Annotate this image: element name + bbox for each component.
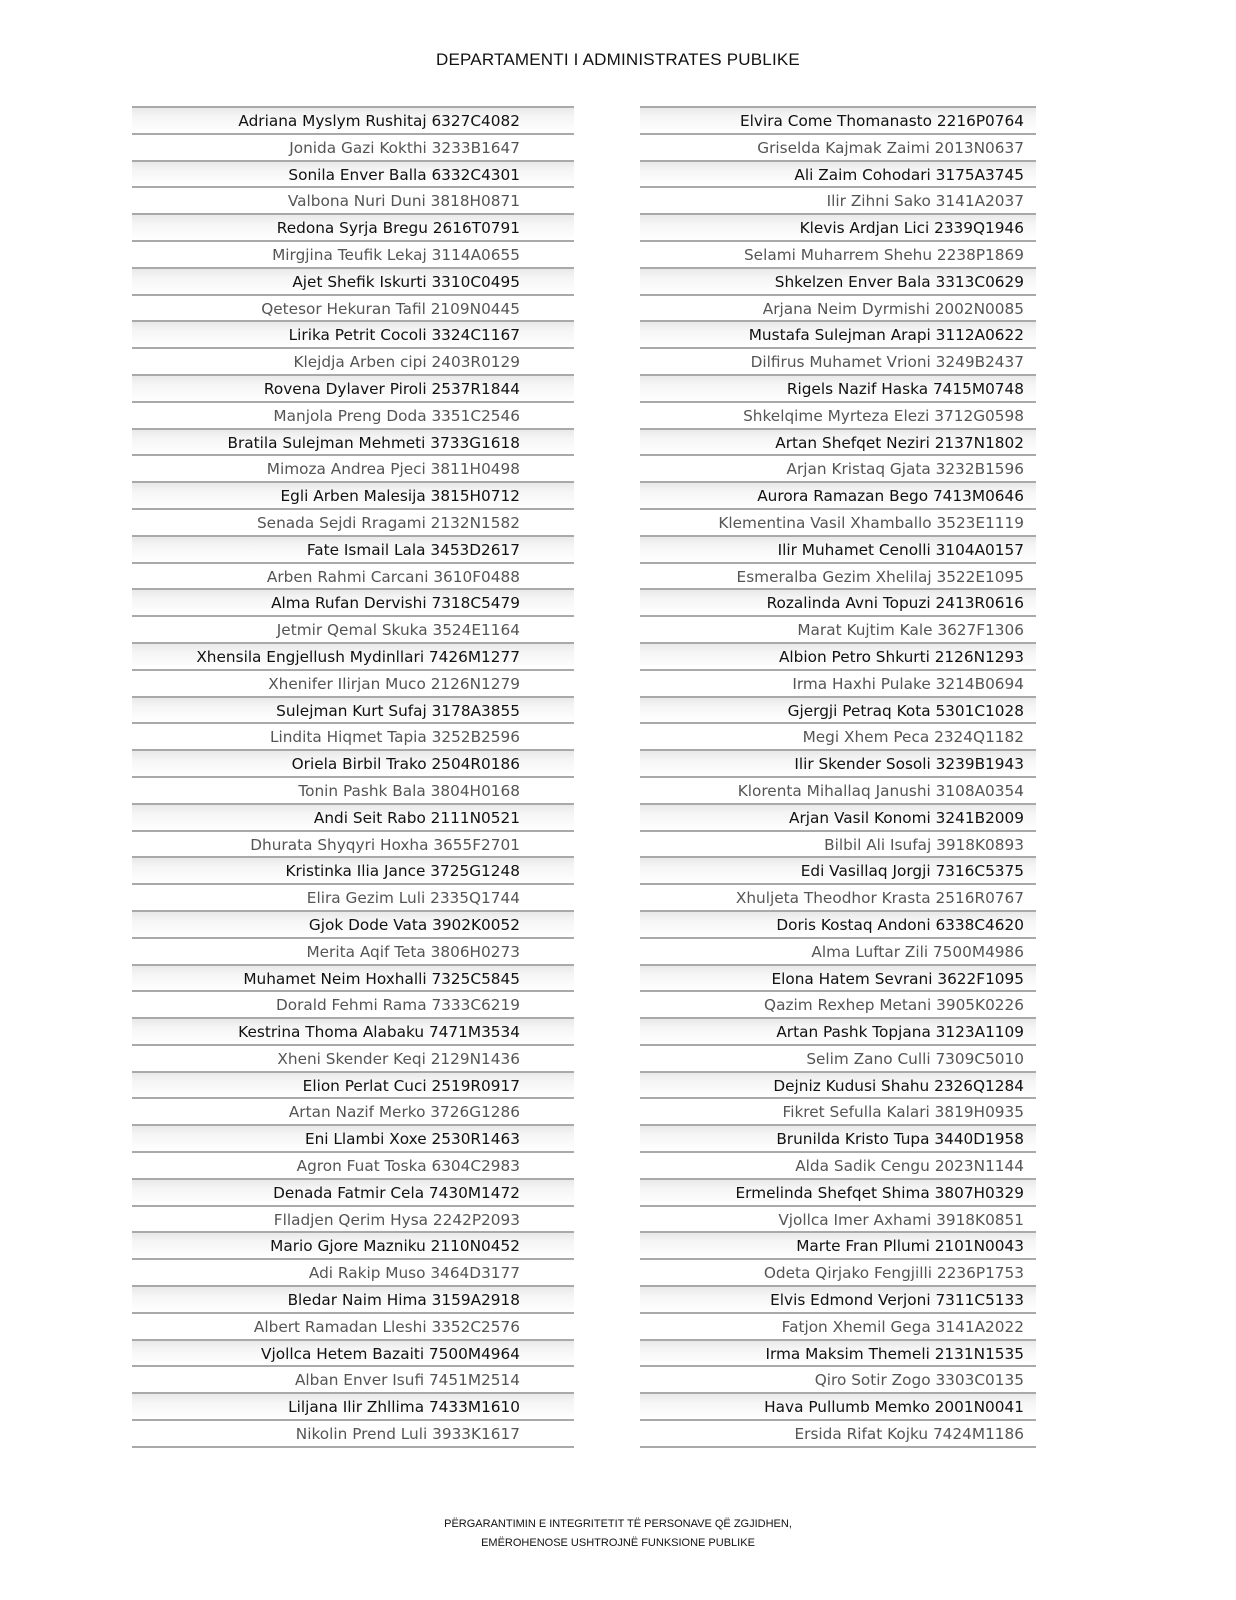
list-item: Ajet Shefik Iskurti 3310C0495 bbox=[132, 269, 574, 296]
list-item: Elira Gezim Luli 2335Q1744 bbox=[132, 885, 574, 912]
list-item: Elvira Come Thomanasto 2216P0764 bbox=[640, 108, 1036, 135]
list-item: Sulejman Kurt Sufaj 3178A3855 bbox=[132, 698, 574, 725]
list-item: Dejniz Kudusi Shahu 2326Q1284 bbox=[640, 1073, 1036, 1100]
list-item: Elona Hatem Sevrani 3622F1095 bbox=[640, 966, 1036, 993]
list-item: Mario Gjore Mazniku 2110N0452 bbox=[132, 1233, 574, 1260]
list-item: Egli Arben Malesija 3815H0712 bbox=[132, 483, 574, 510]
list-item: Klementina Vasil Xhamballo 3523E1119 bbox=[640, 510, 1036, 537]
list-item: Elvis Edmond Verjoni 7311C5133 bbox=[640, 1287, 1036, 1314]
list-item: Mirgjina Teufik Lekaj 3114A0655 bbox=[132, 242, 574, 269]
list-item: Arben Rahmi Carcani 3610F0488 bbox=[132, 564, 574, 591]
list-item: Klevis Ardjan Lici 2339Q1946 bbox=[640, 215, 1036, 242]
list-item: Denada Fatmir Cela 7430M1472 bbox=[132, 1180, 574, 1207]
list-item: Qetesor Hekuran Tafil 2109N0445 bbox=[132, 296, 574, 323]
list-item: Albion Petro Shkurti 2126N1293 bbox=[640, 644, 1036, 671]
list-item: Kristinka Ilia Jance 3725G1248 bbox=[132, 858, 574, 885]
list-item: Ilir Muhamet Cenolli 3104A0157 bbox=[640, 537, 1036, 564]
list-item: Shkelzen Enver Bala 3313C0629 bbox=[640, 269, 1036, 296]
list-item: Irma Maksim Themeli 2131N1535 bbox=[640, 1341, 1036, 1368]
page-title: DEPARTAMENTI I ADMINISTRATES PUBLIKE bbox=[436, 50, 800, 69]
list-item: Edi Vasillaq Jorgji 7316C5375 bbox=[640, 858, 1036, 885]
list-item: Odeta Qirjako Fengjilli 2236P1753 bbox=[640, 1260, 1036, 1287]
list-item: Selim Zano Culli 7309C5010 bbox=[640, 1046, 1036, 1073]
list-item: Alma Luftar Zili 7500M4986 bbox=[640, 939, 1036, 966]
list-item: Andi Seit Rabo 2111N0521 bbox=[132, 805, 574, 832]
list-item: Redona Syrja Bregu 2616T0791 bbox=[132, 215, 574, 242]
list-item: Jonida Gazi Kokthi 3233B1647 bbox=[132, 135, 574, 162]
list-item: Bilbil Ali Isufaj 3918K0893 bbox=[640, 832, 1036, 859]
list-item: Arjan Vasil Konomi 3241B2009 bbox=[640, 805, 1036, 832]
list-item: Flladjen Qerim Hysa 2242P2093 bbox=[132, 1207, 574, 1234]
list-item: Lirika Petrit Cocoli 3324C1167 bbox=[132, 322, 574, 349]
list-item: Jetmir Qemal Skuka 3524E1164 bbox=[132, 617, 574, 644]
footer-line-2: EMËROHENOSE USHTROJNË FUNKSIONE PUBLIKE bbox=[481, 1537, 755, 1549]
list-item: Xheni Skender Keqi 2129N1436 bbox=[132, 1046, 574, 1073]
list-item: Ali Zaim Cohodari 3175A3745 bbox=[640, 162, 1036, 189]
list-item: Selami Muharrem Shehu 2238P1869 bbox=[640, 242, 1036, 269]
list-item: Adi Rakip Muso 3464D3177 bbox=[132, 1260, 574, 1287]
list-item: Ilir Skender Sosoli 3239B1943 bbox=[640, 751, 1036, 778]
list-item: Vjollca Imer Axhami 3918K0851 bbox=[640, 1207, 1036, 1234]
list-item: Artan Nazif Merko 3726G1286 bbox=[132, 1099, 574, 1126]
list-item: Doris Kostaq Andoni 6338C4620 bbox=[640, 912, 1036, 939]
list-item: Esmeralba Gezim Xhelilaj 3522E1095 bbox=[640, 564, 1036, 591]
list-item: Qiro Sotir Zogo 3303C0135 bbox=[640, 1367, 1036, 1394]
list-item: Artan Pashk Topjana 3123A1109 bbox=[640, 1019, 1036, 1046]
list-item: Adriana Myslym Rushitaj 6327C4082 bbox=[132, 108, 574, 135]
list-item: Liljana Ilir Zhllima 7433M1610 bbox=[132, 1394, 574, 1421]
list-item: Artan Shefqet Neziri 2137N1802 bbox=[640, 430, 1036, 457]
list-item: Alda Sadik Cengu 2023N1144 bbox=[640, 1153, 1036, 1180]
list-item: Valbona Nuri Duni 3818H0871 bbox=[132, 188, 574, 215]
list-item: Irma Haxhi Pulake 3214B0694 bbox=[640, 671, 1036, 698]
footer-line-1: PËRGARANTIMIN E INTEGRITETIT TË PERSONAVE QË ZGJIDHEN, bbox=[444, 1518, 792, 1530]
list-item: Oriela Birbil Trako 2504R0186 bbox=[132, 751, 574, 778]
list-item: Megi Xhem Peca 2324Q1182 bbox=[640, 724, 1036, 751]
list-item: Rovena Dylaver Piroli 2537R1844 bbox=[132, 376, 574, 403]
list-item: Fate Ismail Lala 3453D2617 bbox=[132, 537, 574, 564]
list-item: Griselda Kajmak Zaimi 2013N0637 bbox=[640, 135, 1036, 162]
left-name-list bbox=[132, 106, 574, 1448]
list-item: Klorenta Mihallaq Janushi 3108A0354 bbox=[640, 778, 1036, 805]
list-item: Gjergji Petraq Kota 5301C1028 bbox=[640, 698, 1036, 725]
list-item: Tonin Pashk Bala 3804H0168 bbox=[132, 778, 574, 805]
list-item: Elion Perlat Cuci 2519R0917 bbox=[132, 1073, 574, 1100]
list-item: Qazim Rexhep Metani 3905K0226 bbox=[640, 992, 1036, 1019]
list-item: Fatjon Xhemil Gega 3141A2022 bbox=[640, 1314, 1036, 1341]
list-item: Nikolin Prend Luli 3933K1617 bbox=[132, 1421, 574, 1448]
list-item: Shkelqime Myrteza Elezi 3712G0598 bbox=[640, 403, 1036, 430]
list-item: Alma Rufan Dervishi 7318C5479 bbox=[132, 590, 574, 617]
list-item: Brunilda Kristo Tupa 3440D1958 bbox=[640, 1126, 1036, 1153]
list-item: Rozalinda Avni Topuzi 2413R0616 bbox=[640, 590, 1036, 617]
list-item: Marte Fran Pllumi 2101N0043 bbox=[640, 1233, 1036, 1260]
list-item: Gjok Dode Vata 3902K0052 bbox=[132, 912, 574, 939]
list-item: Merita Aqif Teta 3806H0273 bbox=[132, 939, 574, 966]
list-item: Lindita Hiqmet Tapia 3252B2596 bbox=[132, 724, 574, 751]
list-item: Ersida Rifat Kojku 7424M1186 bbox=[640, 1421, 1036, 1448]
list-item: Arjan Kristaq Gjata 3232B1596 bbox=[640, 456, 1036, 483]
list-item: Xhuljeta Theodhor Krasta 2516R0767 bbox=[640, 885, 1036, 912]
list-item: Hava Pullumb Memko 2001N0041 bbox=[640, 1394, 1036, 1421]
list-item: Mustafa Sulejman Arapi 3112A0622 bbox=[640, 322, 1036, 349]
list-item: Rigels Nazif Haska 7415M0748 bbox=[640, 376, 1036, 403]
list-item: Eni Llambi Xoxe 2530R1463 bbox=[132, 1126, 574, 1153]
list-item: Albert Ramadan Lleshi 3352C2576 bbox=[132, 1314, 574, 1341]
right-name-list bbox=[640, 106, 1036, 1448]
list-item: Senada Sejdi Rragami 2132N1582 bbox=[132, 510, 574, 537]
list-item: Ermelinda Shefqet Shima 3807H0329 bbox=[640, 1180, 1036, 1207]
list-item: Kestrina Thoma Alabaku 7471M3534 bbox=[132, 1019, 574, 1046]
list-item: Fikret Sefulla Kalari 3819H0935 bbox=[640, 1099, 1036, 1126]
list-item: Sonila Enver Balla 6332C4301 bbox=[132, 162, 574, 189]
list-item: Aurora Ramazan Bego 7413M0646 bbox=[640, 483, 1036, 510]
list-item: Xhensila Engjellush Mydinllari 7426M1277 bbox=[132, 644, 574, 671]
list-item: Dilfirus Muhamet Vrioni 3249B2437 bbox=[640, 349, 1036, 376]
list-item: Arjana Neim Dyrmishi 2002N0085 bbox=[640, 296, 1036, 323]
list-item: Ilir Zihni Sako 3141A2037 bbox=[640, 188, 1036, 215]
list-item: Dhurata Shyqyri Hoxha 3655F2701 bbox=[132, 832, 574, 859]
list-item: Bledar Naim Hima 3159A2918 bbox=[132, 1287, 574, 1314]
list-item: Dorald Fehmi Rama 7333C6219 bbox=[132, 992, 574, 1019]
list-item: Xhenifer Ilirjan Muco 2126N1279 bbox=[132, 671, 574, 698]
list-item: Alban Enver Isufi 7451M2514 bbox=[132, 1367, 574, 1394]
list-item: Agron Fuat Toska 6304C2983 bbox=[132, 1153, 574, 1180]
list-item: Klejdja Arben cipi 2403R0129 bbox=[132, 349, 574, 376]
list-item: Mimoza Andrea Pjeci 3811H0498 bbox=[132, 456, 574, 483]
list-item: Marat Kujtim Kale 3627F1306 bbox=[640, 617, 1036, 644]
list-item: Muhamet Neim Hoxhalli 7325C5845 bbox=[132, 966, 574, 993]
list-item: Vjollca Hetem Bazaiti 7500M4964 bbox=[132, 1341, 574, 1368]
footer bbox=[0, 1515, 1236, 1553]
list-item: Bratila Sulejman Mehmeti 3733G1618 bbox=[132, 430, 574, 457]
list-item: Manjola Preng Doda 3351C2546 bbox=[132, 403, 574, 430]
